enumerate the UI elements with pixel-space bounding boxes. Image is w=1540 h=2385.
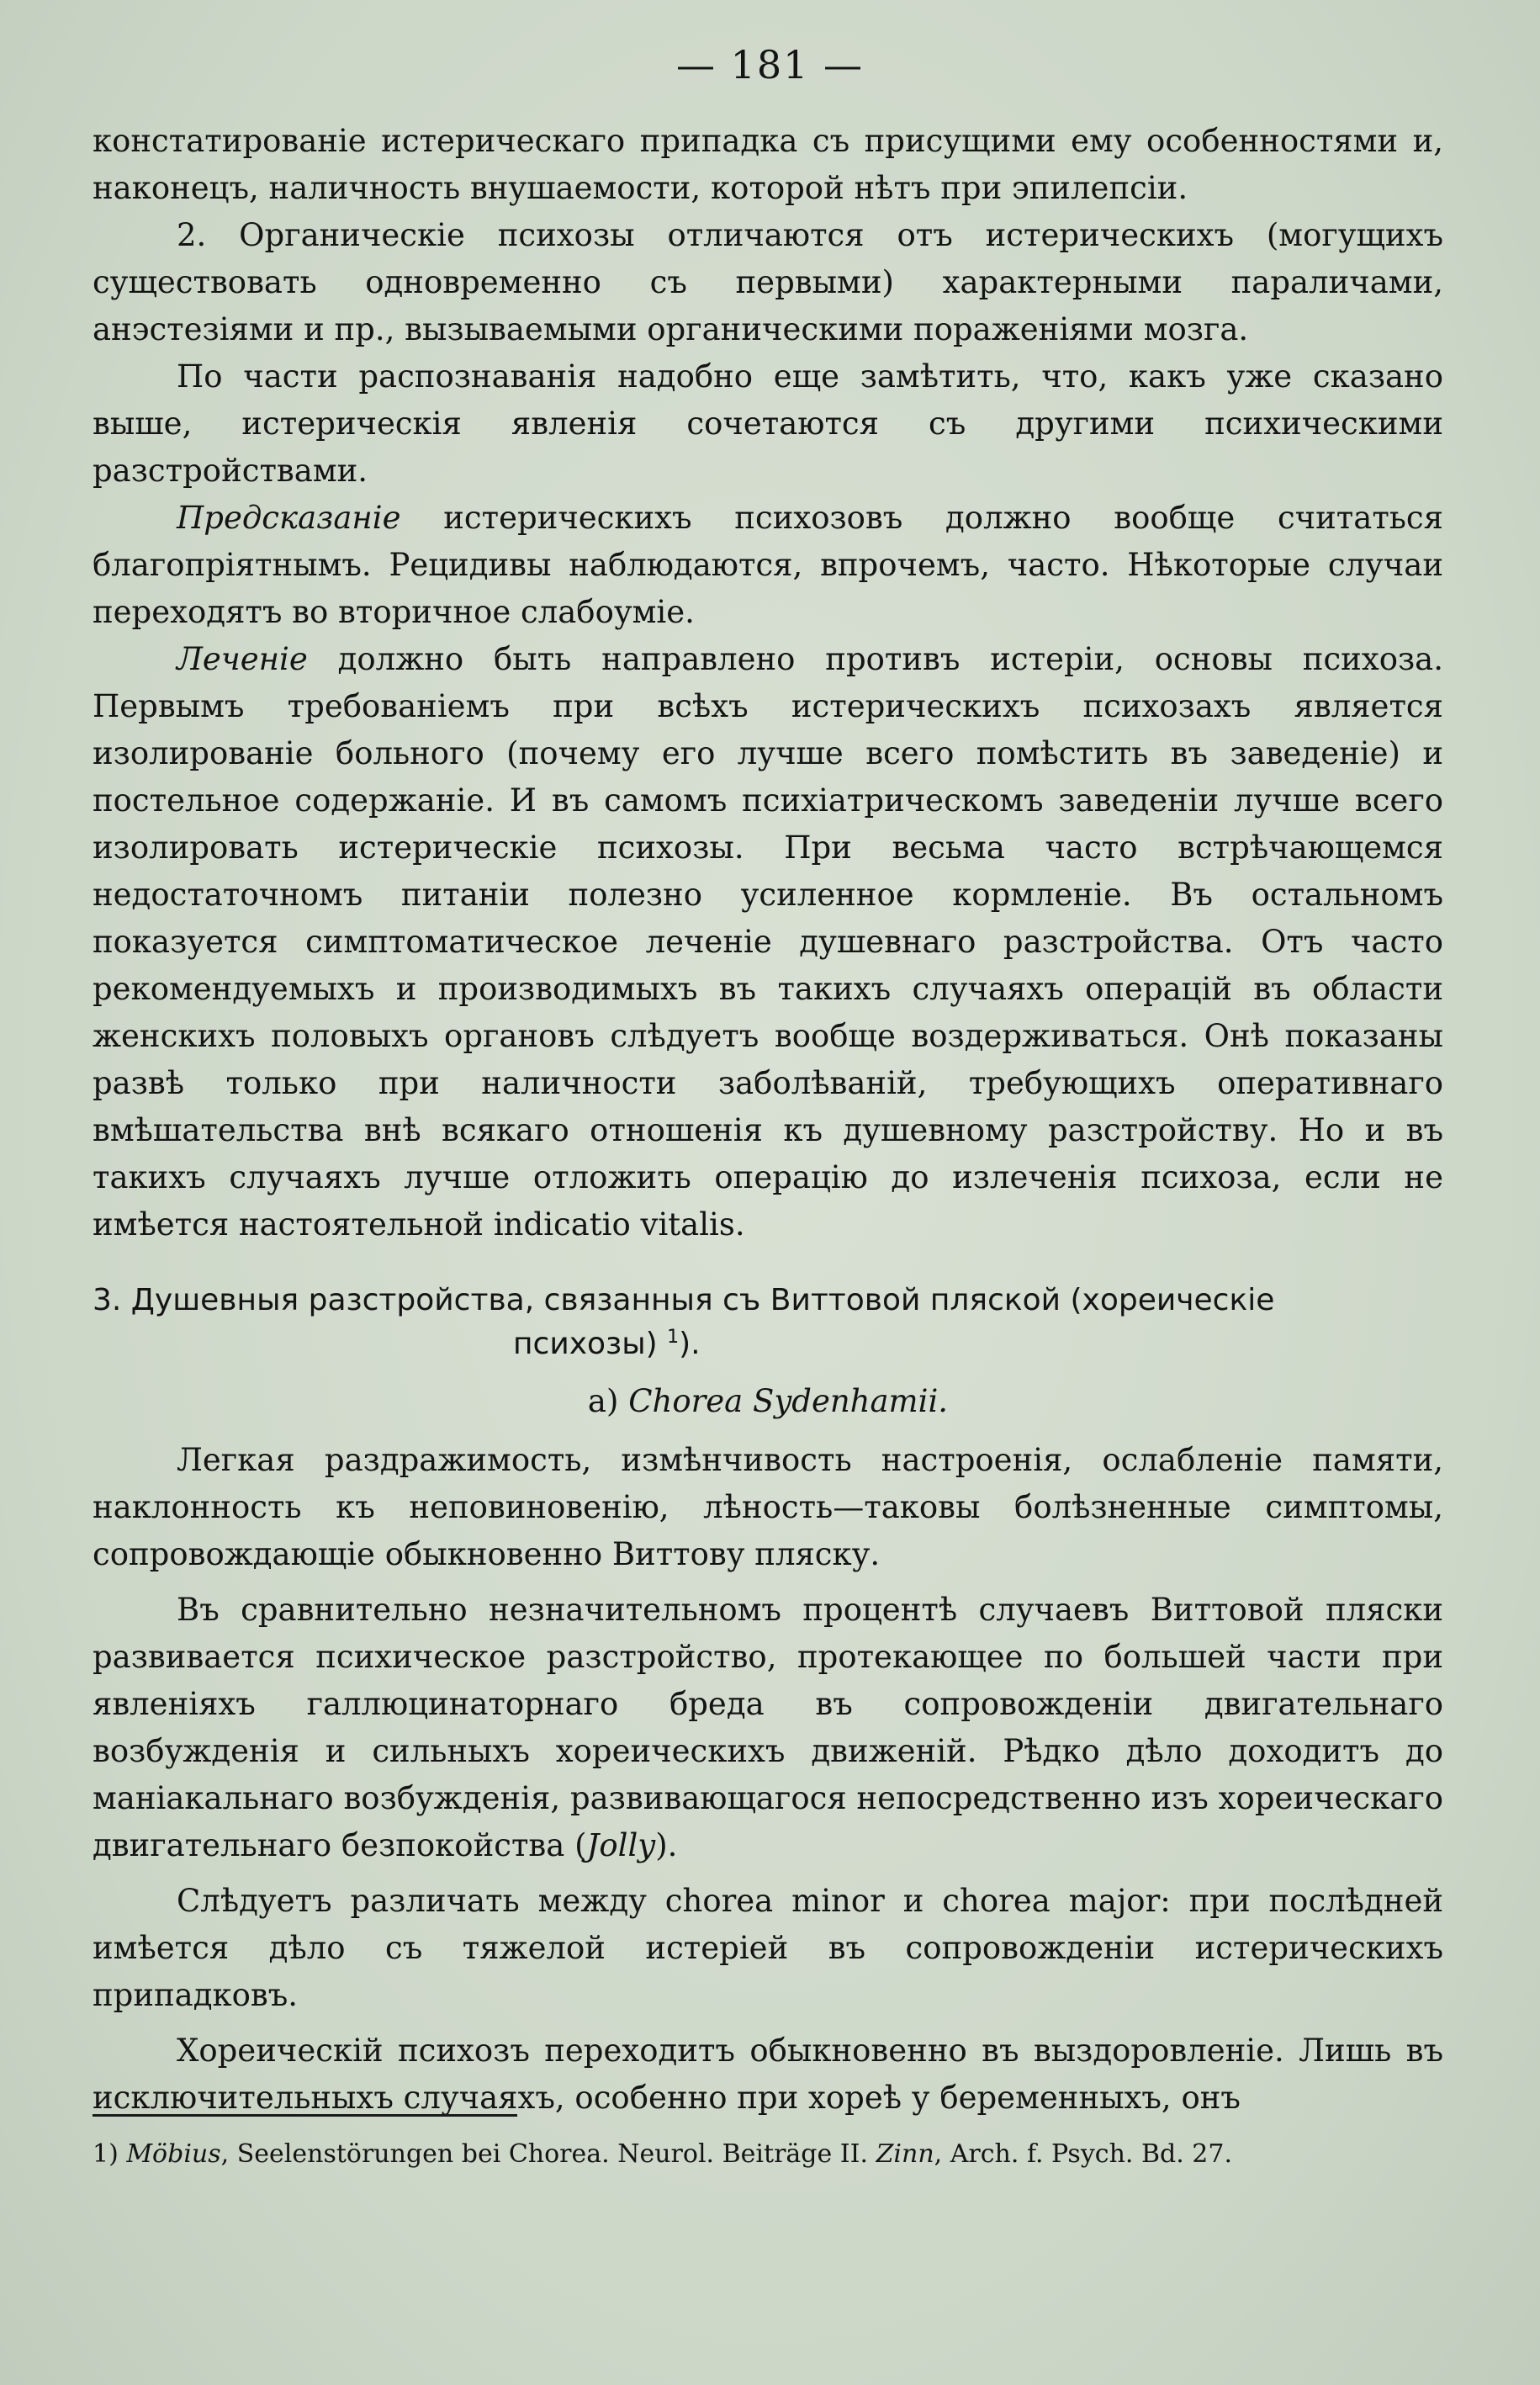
author-jolly: Jolly	[586, 1827, 656, 1863]
paragraph-treatment	[93, 636, 1443, 1248]
treatment-term: Леченіе	[177, 641, 308, 677]
footnote-divider	[93, 2114, 517, 2117]
section-heading-line1: 3. Душевныя разстройства, связанныя съ Виттовой пляской (хореическіе	[93, 1283, 1275, 1317]
section-heading: 3. Душевныя разстройства, связанныя съ Виттовой пляской (хореическіе психозы) $^1$).	[93, 1283, 1275, 1361]
footnote-mark: 1)	[93, 2139, 119, 2169]
paragraph-chorea-minor-major: Слѣдуетъ различать между chorea minor и chorea major: при послѣдней имѣется дѣло съ тяжелой истеріей въ сопровожденіи истерическихъ припадковъ.	[93, 1883, 1443, 2013]
paragraph-prognosis	[93, 495, 1443, 636]
paragraph-diagnosis-note: По части распознаванія надобно еще замѣтить, что, какъ уже сказано выше, истерическія явленія сочетаются съ другими психическими разстройствами.	[93, 358, 1443, 489]
paragraph-epilepsy-diagnosis: констатированіе истерическаго припадка съ присущими ему особенностями и, наконецъ, наличность внушаемости, которой нѣтъ при эпилепсіи.	[93, 123, 1443, 206]
section-heading-line2: психозы)	[513, 1327, 658, 1361]
treatment-text: должно быть направлено противъ истеріи, основы психоза. Первымъ требованіемъ при всѣхъ истерическихъ психозахъ является изолированіе больного (почему его лучше всего помѣстить въ заведеніе) и постельное содержаніе. И въ самомъ психіатрическомъ заведеніи лучше всего изолировать истерическіе психозы. При весьма часто встрѣчающемся недостаточномъ питаніи полезно усиленное кормленіе. Въ остальномъ показуется симптоматическое леченіе душевнаго разстройства. Отъ часто рекомендуемыхъ и производимыхъ въ такихъ случаяхъ операцій въ области женскихъ половыхъ органовъ слѣдуетъ вообще воздерживаться. Онѣ показаны развѣ только при наличности заболѣваній, требующихъ оперативнаго вмѣшательства внѣ всякаго отношенія къ душевному разстройству. Но и въ такихъ случаяхъ лучше отложить операцію до излеченія психоза, если не имѣется настоятельной indicatio vitalis.	[93, 641, 1443, 1243]
subsection-prefix: а)	[587, 1383, 629, 1419]
prognosis-text: истерическихъ психозовъ должно вообще считаться благопріятнымъ. Рецидивы наблюдаются, впрочемъ, часто. Нѣкоторые случаи переходятъ во вторичное слабоуміе.	[93, 500, 1443, 630]
footnote-author-mobius: Möbius	[126, 2139, 221, 2169]
subsection-heading	[93, 1378, 1443, 1425]
main-text	[93, 118, 1443, 2122]
paragraph-chorea-course: Хореическій психозъ переходитъ обыкновенно въ выздоровленіе. Лишь въ исключительныхъ случаяхъ, особенно при хореѣ у беременныхъ, онъ	[93, 2033, 1443, 2116]
section-heading-end: .	[691, 1327, 701, 1361]
paragraph-organic-psychoses: 2. Органическіе психозы отличаются отъ истерическихъ (могущихъ существовать одновременно съ первыми) характерными параличами, анэстезіями и пр., вызываемыми органическими пораженіями мозга.	[93, 217, 1443, 347]
footnote-text-1: , Seelenstörungen bei Chorea. Neurol. Beiträge II.	[220, 2139, 876, 2169]
footnote-text-2: , Arch. f. Psych. Bd. 27.	[934, 2139, 1233, 2169]
paragraph-chorea-psychosis	[93, 1587, 1443, 1869]
page-number: — 181 —	[675, 42, 865, 87]
footnote-reference: 1	[667, 1327, 680, 1348]
chorea-psychosis-end: ).	[655, 1827, 678, 1863]
footnote	[93, 2135, 1443, 2174]
subsection-title: Chorea Sydenhamii.	[628, 1383, 949, 1419]
paragraph-chorea-symptoms: Легкая раздражимость, измѣнчивость настроенія, ослабленіе памяти, наклонность къ неповиновенію, лѣность—таковы болѣзненные симптомы, сопровождающіе обыкновенно Виттову пляску.	[93, 1442, 1443, 1572]
footnote-author-zinn: Zinn	[876, 2139, 934, 2169]
prognosis-term: Предсказаніе	[177, 500, 401, 536]
chorea-psychosis-text: Въ сравнительно незначительномъ процентѣ случаевъ Виттовой пляски развивается психическое разстройство, протекающее по большей части при явленіяхъ галлюцинаторнаго бреда въ сопровожденіи двигательнаго возбужденія и сильныхъ хореическихъ движеній. Рѣдко дѣло доходитъ до маніакальнаго возбужденія, развивающагося непосредственно изъ хореическаго двигательнаго безпокойства (	[93, 1592, 1443, 1863]
